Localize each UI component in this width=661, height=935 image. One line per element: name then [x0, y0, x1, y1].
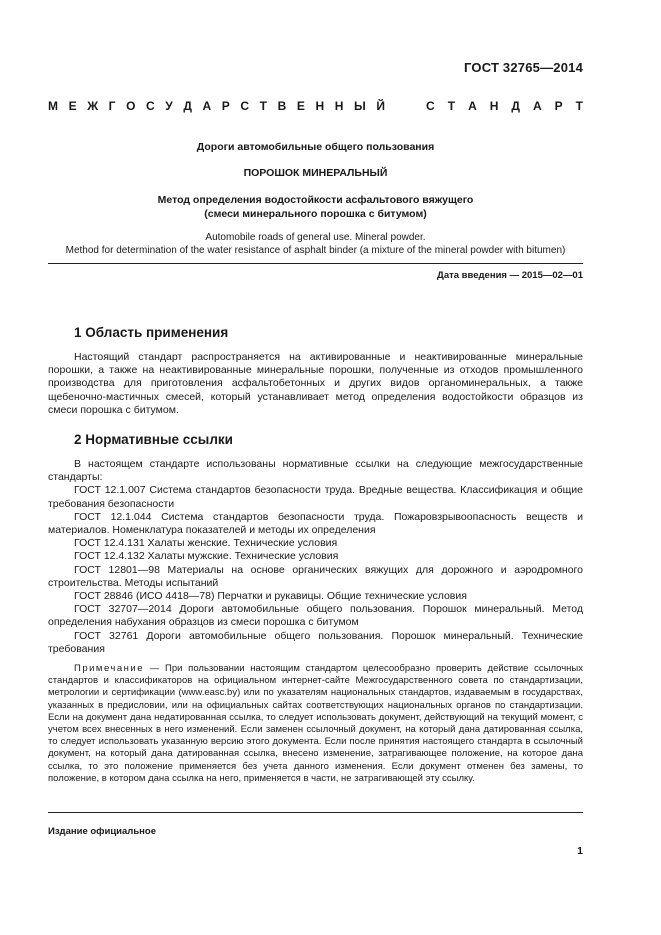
banner-letter: Н: [334, 99, 344, 113]
note-text: — При пользовании настоящим стандартом целесообразно проверить действие ссылочных стандартов и классификаторов на официальном интернет-сайте Межгосударственного совета по стандартизации, метрологии и сертификации (www.easc.by) или по указателям национальных стандартов, издаваемым в государствах, указанных в предисловии, или на официальных сайтах соответствующих национальных органов по стандартизации. Если на документ дана недатированная ссылка, то следует использовать документ, действующий на текущий момент, с учетом всех внесенных в него изменений. Если заменен ссылочный документ, на который дана датированная ссылка, то следует использовать указанную версию этого документа. Если после принятия настоящего стандарта в ссылочный документ, на который дана датированная ссылка, внесено изменение, затрагивающее положение, на которое дана ссылка, то это положение применяется без учета данного изменения. Если документ отменен без замены, то положение, в котором дана ссылка на него, применяется в части, не затрагивающей эту ссылку.: [48, 663, 583, 784]
banner-letter: Е: [296, 99, 305, 113]
note-block: [48, 663, 583, 785]
reference-paragraph: ГОСТ 12801—98 Материалы на основе органических вяжущих для дорожного и аэродромного строительства. Методы испытаний: [48, 563, 583, 589]
english-title-line-2: Method for determination of the water resistance of asphalt binder (a mixture of the mineral powder with bitumen): [65, 245, 566, 256]
banner-letter: С: [146, 99, 155, 113]
standard-banner: [48, 99, 583, 113]
banner-letter: Ж: [87, 99, 99, 113]
header-divider: [48, 263, 583, 264]
banner-letter: А: [202, 99, 212, 113]
reference-paragraph: В настоящем стандарте использованы нормативные ссылки на следующие межгосударственные стандарты:: [48, 458, 583, 484]
section-2-body: [48, 458, 583, 656]
english-title: [48, 231, 583, 257]
banner-letter: Т: [575, 99, 583, 113]
reference-paragraph: ГОСТ 12.1.007 Система стандартов безопасности труда. Вредные вещества. Классификация и общие требования безопасности: [48, 484, 583, 510]
banner-letter: О: [126, 99, 136, 113]
banner-letter: Т: [447, 99, 456, 113]
title-method-line-a: Метод определения водостойкости асфальтового вяжущего: [157, 194, 474, 206]
section-1-paragraph: Настоящий стандарт распространяется на активированные и неактивированные минеральные порошки, а также на неактивированные минеральные порошки, полученные из отходов промышленного производства для приготовления асфальтобетонных и других видов органоминеральных, а также щебеночно-мастичных смесей, который устанавливает метод определения водостойкости образцов из смеси порошка с битумом.: [48, 351, 583, 416]
banner-letters-1: [48, 99, 385, 113]
page-number: 1: [577, 845, 583, 857]
title-line-1: Дороги автомобильные общего пользования: [196, 141, 435, 153]
title-line-2: ПОРОШОК МИНЕРАЛЬНЫЙ: [243, 167, 388, 179]
banner-letter: В: [277, 99, 287, 113]
banner-letter: Е: [68, 99, 77, 113]
title-method-line-b: (смеси минерального порошка с битумом): [204, 208, 427, 220]
banner-letter: Р: [554, 99, 563, 113]
note-label: Примечание: [74, 663, 144, 674]
banner-letter: Й: [376, 99, 385, 113]
introduction-date: Дата введения — 2015—02—01: [437, 270, 583, 281]
banner-letter: Д: [183, 99, 192, 113]
banner-letter: Н: [489, 99, 499, 113]
section-1-body: [48, 351, 583, 417]
banner-letter: Р: [221, 99, 230, 113]
reference-paragraph: ГОСТ 32761 Дороги автомобильные общего пользования. Порошок минеральный. Технические требования: [48, 629, 583, 655]
note-paragraph: [48, 663, 583, 785]
section-2-heading: 2 Нормативные ссылки: [74, 432, 233, 447]
reference-paragraph: ГОСТ 12.4.131 Халаты женские. Технические условия: [74, 537, 338, 550]
reference-paragraph: ГОСТ 32707—2014 Дороги автомобильные общего пользования. Порошок минеральный. Метод определения набухания образцов из смеси порошка с битумом: [48, 603, 583, 629]
banner-letter: А: [532, 99, 542, 113]
edition-label: Издание официальное: [48, 826, 156, 837]
section-1-heading: 1 Область применения: [74, 325, 229, 340]
banner-letter: Т: [259, 99, 267, 113]
reference-paragraph: ГОСТ 12.1.044 Система стандартов безопасности труда. Пожаровзрывоопасность веществ и материалов. Номенклатура показателей и методы их определения: [48, 510, 583, 537]
english-title-line-1: Automobile roads of general use. Mineral powder.: [205, 232, 426, 243]
banner-letter: Д: [511, 99, 520, 113]
banner-letter: М: [48, 99, 58, 113]
banner-letter: А: [468, 99, 477, 113]
reference-paragraph: ГОСТ 28846 (ИСО 4418—78) Перчатки и рукавицы. Общие технические условия: [74, 590, 467, 603]
title-method: [48, 193, 583, 221]
footer-divider: [48, 812, 583, 813]
banner-letter: С: [426, 99, 435, 113]
reference-paragraph: ГОСТ 12.4.132 Халаты мужские. Технические условия: [74, 550, 339, 563]
document-number: ГОСТ 32765—2014: [464, 60, 583, 75]
banner-letter: С: [240, 99, 250, 113]
banner-letter: У: [165, 99, 173, 113]
banner-letter: Г: [108, 99, 116, 113]
banner-letter: Н: [315, 99, 325, 113]
banner-letter: Ы: [353, 99, 366, 113]
banner-letters-2: [426, 99, 583, 113]
